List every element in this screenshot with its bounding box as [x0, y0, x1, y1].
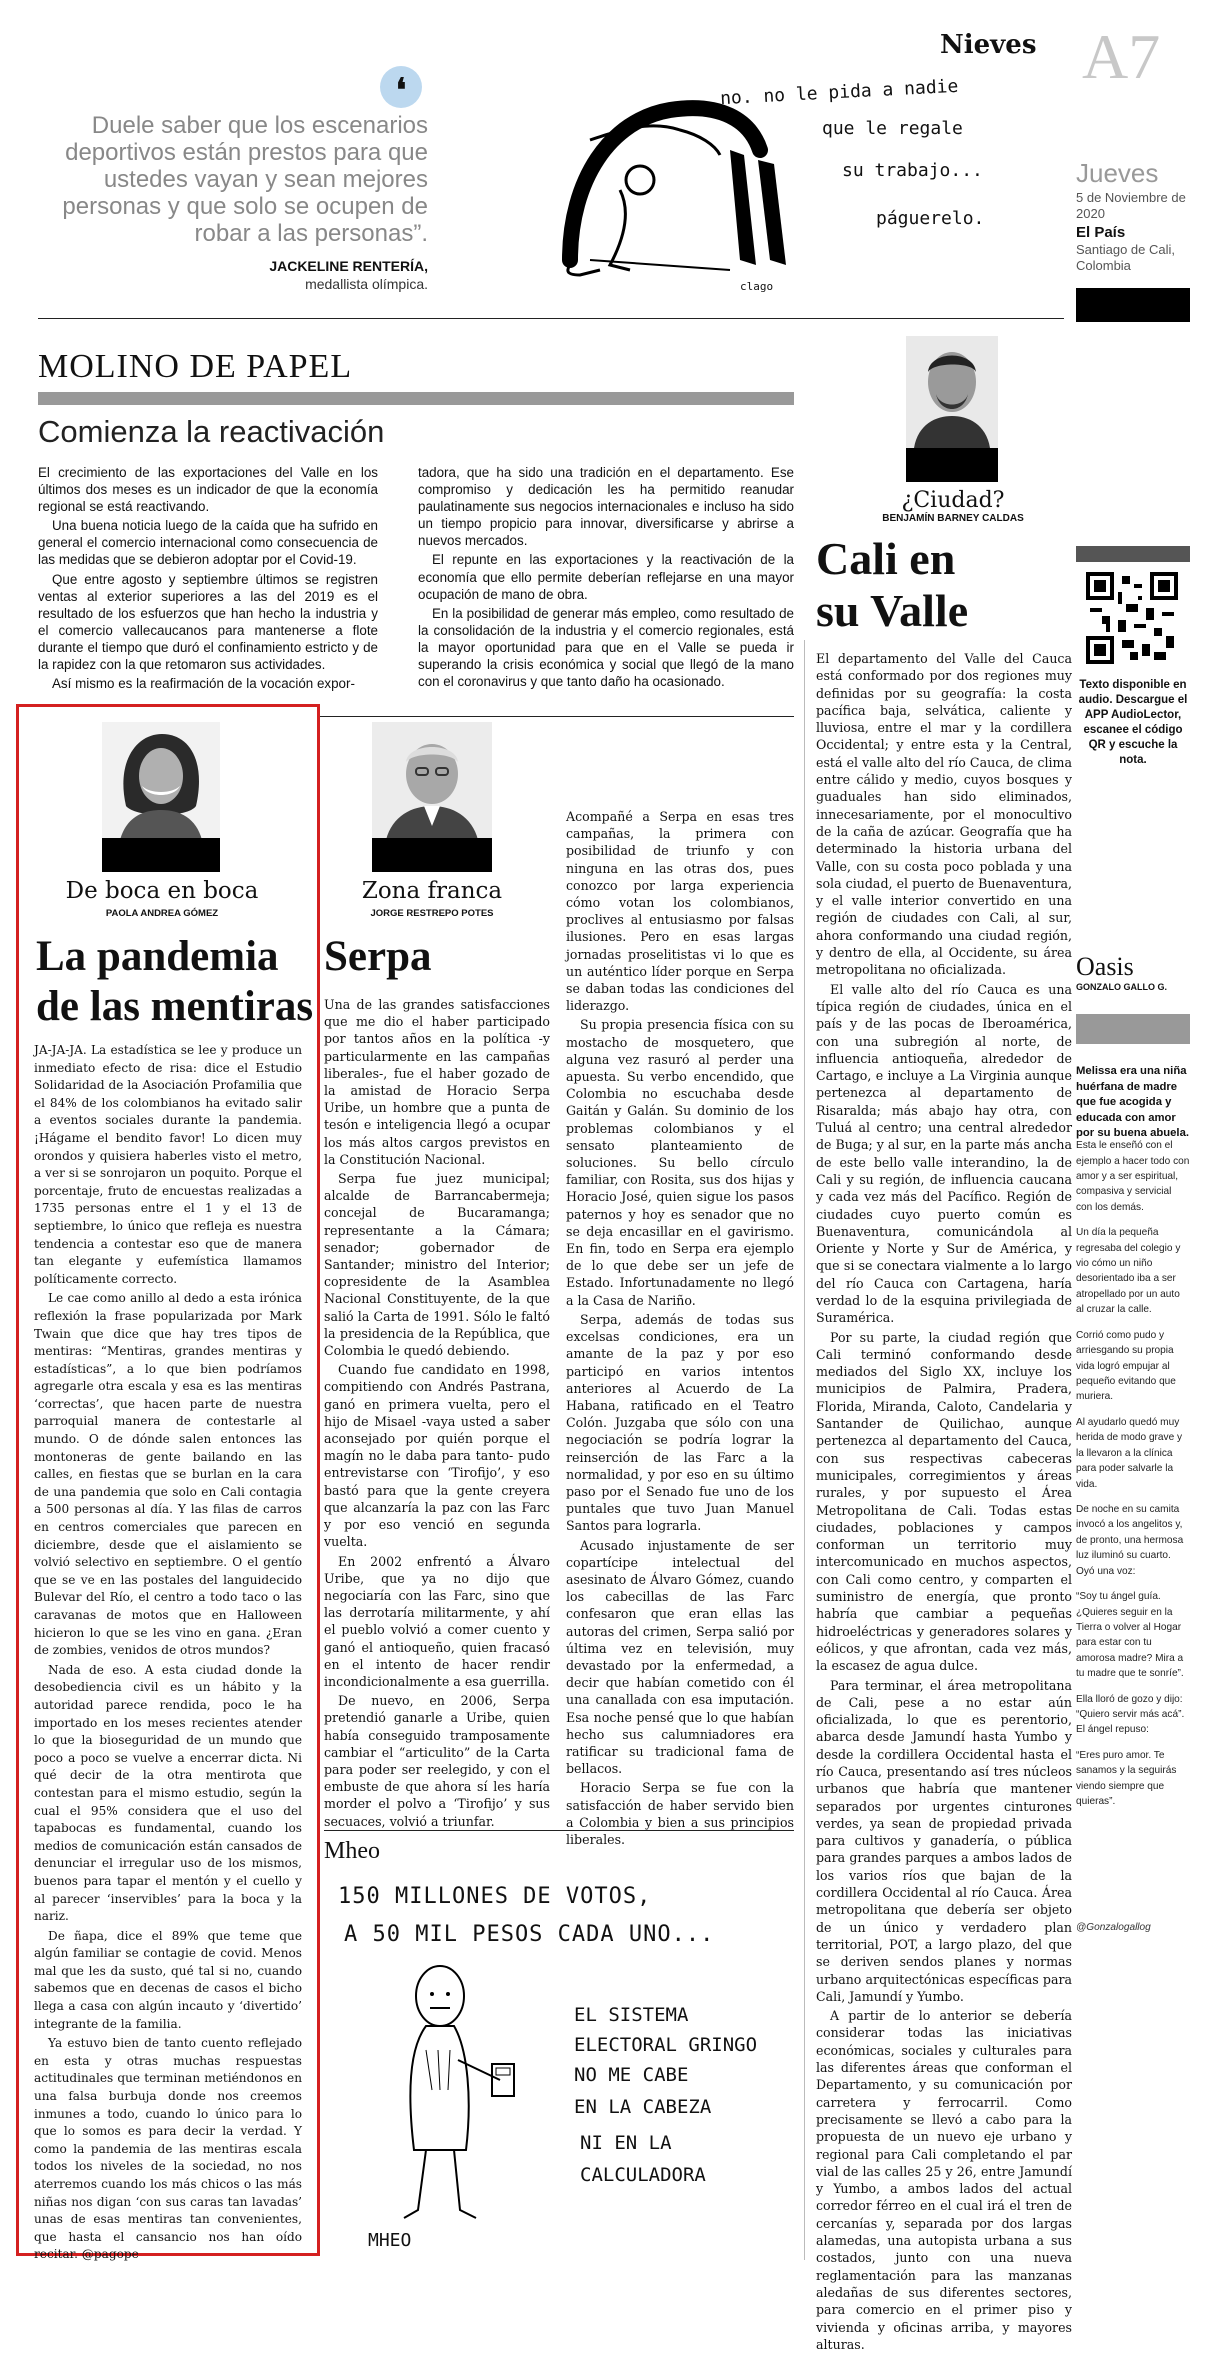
- paragraph: Así mismo es la reafirmación de la vocación expor-: [52, 676, 355, 692]
- header-black-bar: [1076, 288, 1190, 322]
- zona-col1: [324, 996, 550, 1832]
- quote-author: JACKELINE RENTERÍA,: [269, 258, 428, 274]
- paragraph: Serpa fue juez municipal; alcalde de Barrancabermeja; concejal de Bucaramanga; representante a la Cámara; senador; gobernador de Santander; ministro del Interior; copresidente de la Asamblea Nacional Constituyente, de la que salió la Carta de 1991. Sólo le faltó la presidencia de la República, que Colombia le quedó debiendo.: [324, 1171, 550, 1359]
- ciudad-body: [816, 650, 1072, 2355]
- vertical-divider-ciudad: [804, 640, 805, 2260]
- boca-column-name: De boca en boca: [65, 878, 259, 904]
- boca-headline-2: de las mentiras: [36, 983, 314, 1030]
- ciudad-headline-1: Cali en: [816, 533, 956, 584]
- boca-headline-1: La pandemia: [36, 933, 279, 980]
- author-photo-restrepo: [372, 722, 492, 840]
- paragraph: Ella lloró de gozo y dijo: “Quiero servir más acá”. El ángel repuso:: [1076, 1693, 1185, 1736]
- paragraph: Para terminar, el área metropolitana de Cali, pese a no estar aún oficializada, lo que es perentorio, abarca desde Jamundí hasta Yumbo y desde la cordillera Occidental hasta el río Cauca, presentando así tres núcleos urbanos que habría que mantener separados por urgentes cinturones verdes, ya sean de propiedad privada para cultivos y ganadería, o pública para grandes parques a ambos lados de los varios ríos que bajan de la cordillera Occidental al río Cauca. Área metropolitana que debería ser objeto de un único y verdadero plan territorial, POT, a largo plazo, del que se deriven sendos planes y normas urbano arquitectónicas específicas para Cali, Jamundí y Yumbo.: [816, 1677, 1072, 2004]
- qr-code: [1086, 572, 1178, 664]
- author-photo-gomez: [102, 722, 220, 840]
- paragraph: “Soy tu ángel guía. ¿Quieres seguir en la Tierra o volver al Hogar para estar con tu amorosa madre? Mira a tu madre que te sonríe”.: [1076, 1591, 1184, 1680]
- paragraph: Nada de eso. A esta ciudad donde la desobediencia civil es un hábito y la autoridad parece rendida, poco le ha importado en los meses recientes atender lo que la bioseguridad de un mundo que poco a poco se vuelve a encerrar dicta. Ni qué decir de la otra mentirota que contestan para el mismo estudio, según la cual el 95% considera que el uso del tapabocas es fundamental, cuando los medios de comunicación están cansados de denunciar el irregular uso de los mismos, buenos para tapar el mentón y el cuello y al parecer ‘inservibles’ para la boca y la nariz.: [34, 1662, 302, 1924]
- mid-divider: [320, 716, 794, 717]
- paragraph: tadora, que ha sido una tradición en el departamento. Ese compromiso y dedicación les ha permitido reanudar paulatinamente sus negocios internacionales e incluso ha sido un tiempo propicio para innovar, diversificarse y abrirse a nuevos mercados.: [418, 465, 794, 549]
- top-cartoon-signature: clago: [740, 280, 774, 293]
- paragraph: Corrió como pudo y arriesgando su propia vida logró empujar al pequeño evitando que muriera.: [1076, 1329, 1176, 1403]
- boca-body: [34, 1042, 302, 2266]
- qr-audio-text: Texto disponible en audio. Descargue el APP AudioLector, escanee el código QR y escuche la nota.: [1078, 679, 1188, 766]
- mheo-bubble-6: CALCULADORA: [580, 2164, 706, 2186]
- edition-date: 5 de Noviembre de 2020: [1076, 190, 1186, 221]
- mheo-signature: MHEO: [368, 2230, 412, 2251]
- editorial-col2: [418, 464, 794, 692]
- zona-col2: [566, 808, 794, 1850]
- mheo-bubble-1: EL SISTEMA: [574, 2004, 689, 2026]
- paragraph: El repunte en las exportaciones y la reactivación de la economía que ello permite deberían reflejarse en una mayor ocupación de mano de obra.: [418, 552, 794, 602]
- zona-author: JORGE RESTREPO POTES: [370, 908, 494, 919]
- paragraph: En 2002 enfrentó a Álvaro Uribe, que ya no dijo que negociaría con las Farc, sino que las derrotaría militarmente, y ahí el pueblo volvió a comer cuento y ganó el antioqueño, quien fracasó en el intento de hacer rendir incondicionalmente a esa guerrilla.: [324, 1553, 550, 1689]
- editorial-section-title: MOLINO DE PAPEL: [38, 348, 353, 385]
- paragraph: Ya estuvo bien de tanto cuento reflejado en esta y otras muchas respuestas actitudinales que terminan metiéndonos en una falsa burbuja donde nos creemos inmunes a todo, cuando lo único para lo que lo somos es para decir la verdad. Y como la pandemia de las mentiras escala todos los niveles de la sociedad, no nos aterremos cuando los más chicos o las más niñas nos digan ‘con sus caras tan lavadas’ unas de esas mentiras tan convenientes, que hasta el cansancio nos han oído recitar. @pagope: [34, 2036, 302, 2262]
- oasis-lead: Melissa era una niña huérfana de madre que fue acogida y educada con amor por su buena abuela.: [1076, 1065, 1189, 1139]
- editorial-grey-bar: [38, 392, 794, 405]
- paragraph: De nuevo, en 2006, Serpa pretendió ganarle a Uribe, quien había conseguido tramposamente cambiar el “articulito” de la Carta para poder ser reelegido, y con el embuste de que ahora sí les haría morder el polvo a ‘Tirofijo’ y sus secuaces, volvió a triunfar.: [324, 1693, 550, 1829]
- ciudad-black-bar: [906, 448, 998, 482]
- paper-name: El País: [1076, 224, 1126, 241]
- ciudad-headline-2: su Valle: [816, 585, 969, 636]
- edition-day: Jueves: [1076, 158, 1159, 188]
- paragraph: Acusado injustamente de ser copartícipe intelectual del asesinato de Álvaro Gómez, cuando los cabecillas de las Farc confesaron que eran ellas las autoras del crimen, Serpa salió por última vez en televisión, muy devastado por la enfermedad, a decir que habían cometido con él una canallada con esa imputación. Esa noche pensé que lo que habían hecho sus calumniadores era ratificar su tradicional fama de bellacos.: [566, 1537, 794, 1777]
- paragraph: Al ayudarlo quedó muy herida de modo grave y la llevaron a la clínica para poder salvarle la vida.: [1076, 1416, 1183, 1490]
- mheo-title: Mheo: [324, 1838, 380, 1864]
- mheo-caption-1: 150 MILLONES DE VOTOS,: [338, 1884, 652, 1909]
- edition-location: Santiago de Cali, Colombia: [1076, 242, 1176, 273]
- paragraph: El crecimiento de las exportaciones del Valle en los últimos dos meses es un indicador de que la economía regional se está reactivando.: [38, 465, 378, 515]
- mheo-caption-2: A 50 MIL PESOS CADA UNO...: [344, 1922, 715, 1947]
- quote-mark-icon: ❛: [380, 66, 422, 108]
- oasis-body: [1076, 1128, 1190, 1820]
- top-cartoon-line1: no. no le pida a nadie: [719, 75, 959, 110]
- top-divider: [38, 318, 1064, 319]
- top-cartoon-line3: su trabajo...: [842, 160, 983, 181]
- paragraph: “Eres puro amor. Te sanamos y la seguirás viendo siempre que quieras”.: [1076, 1749, 1177, 1808]
- paragraph: Esta le enseñó con el ejemplo a hacer todo con amor y a ser espiritual, compasiva y servicial con los demás.: [1076, 1140, 1190, 1213]
- zona-headline: Serpa: [324, 933, 432, 980]
- mheo-character: [368, 1960, 538, 2230]
- paragraph: JA-JA-JA. La estadística se lee y produce un inmediato efecto de risa: dice el Estudio Solidaridad de la Asociación Profamilia que el 84% de los colombianos ha evitado salir a eventos sociales durante la pandemia. ¡Hágame el bendito favor! Lo dicen muy orondos y quisiera haberles visto el metro, a ver si se sonrojaron un poquito. Porque el porcentaje, fruto de encuestas realizadas a 1735 personas entre el 1 y el 13 de septiembre, lo único que refleja es nuestra tendencia a contestar eso que de manera tan elegante y eufemística llamamos políticamente correcto.: [34, 1043, 302, 1286]
- sidebar-grey-bar-1: [1076, 546, 1190, 562]
- paragraph: Acompañé a Serpa en esas tres campañas, la primera con posibilidad de triunfo y con ninguna en las otras dos, pues conozco por larga experiencia cómo votan los colombianos, proclives al entusiasmo por falsas ilusiones. Pero en esas largas jornadas proselitistas vi lo que es un auténtico líder porque en Serpa se daban todas las condiciones del liderazgo.: [566, 809, 794, 1014]
- paragraph: A partir de lo anterior se debería considerar todas las iniciativas económicas, sociales y culturales para las diferentes áreas que conforman el Departamento, y su comunicación por carretera y ferrocarril. Como precisamente se llevó a cabo para la propuesta de un nuevo eje urbano y regional para Cali completando el par vial de las calles 25 y 26, entre Jamundí y Yumbo, a ambos lados del actual corredor férreo en el cual irá el tren de cercanías y, separada por dos largas alamedas, una autopista urbana a sus costados, junto con una nueva reglamentación para las manzanas aledañas de sus diferentes sectores, para comercio en el primer piso y vivienda y oficinas arriba, y mayores alturas.: [816, 2008, 1072, 2352]
- paragraph: En la posibilidad de generar más empleo, como resultado de la consolidación de la industria y el comercio regionales, está la mayor oportunidad para que en el Valle se pueda ir superando la crisis económica y social que llegó de la mano con el coronavirus y que tanto daño ha ocasionado.: [418, 605, 794, 690]
- mheo-bubble-5: NI EN LA: [580, 2132, 672, 2154]
- paragraph: Un día la pequeña regresaba del colegio y vio cómo un niño desorientado iba a ser atropellado por un auto al cruzar la calle.: [1076, 1227, 1181, 1316]
- quote-author-role: medallista olímpica.: [305, 276, 428, 292]
- boca-author: PAOLA ANDREA GÓMEZ: [105, 908, 219, 919]
- paragraph: Una de las grandes satisfacciones que me dio el haber participado por tantos años en la política -y particularmente en las campañas liberales-, fue el haber gozado de la amistad de Horacio Serpa Uribe, un hombre que a punta de tesón e inteligencia llegó a ocupar los más altos cargos previstos en la Constitución Nacional.: [324, 997, 550, 1167]
- editorial-col1: [38, 464, 378, 694]
- author-photo-barney: [906, 336, 998, 448]
- ciudad-author: BENJAMÍN BARNEY CALDAS: [882, 513, 1024, 524]
- paragraph: Por su parte, la ciudad región que Cali terminó conformando desde mediados del Siglo XX, incluye los municipios de Palmira, Pradera, Florida, Miranda, Caloto, Candelaria y Santander de Quilichao, aunque pertenezca al departamento del Cauca, con sus respectivas cabeceras municipales, corregimientos y áreas rurales, y por supuesto el Área Metropolitana de Cali. Todas estas ciudades, poblaciones y campos conforman un territorio muy intercomunicado en muchos aspectos, con Cali como centro, y comparten el suministro de energía, que pronto habría que cambiar a pequeñas hidroeléctricas y generadores solares y eólicos, y que afrontan, cada vez más, la escasez de agua dulce.: [816, 1329, 1072, 1674]
- boca-black-bar: [102, 838, 220, 872]
- top-cartoon-line2: que le regale: [822, 118, 963, 139]
- editorial-headline: Comienza la reactivación: [38, 414, 385, 449]
- paragraph: Le cae como anillo al dedo a esta irónica reflexión la frase popularizada por Mark Twain que dice que hay tres tipos de mentiras: “Mentiras, grandes mentiras y estadísticas”, a lo que bien podríamos agregarle otra escala y esa es las mentiras ‘correctas’, que hacen parte de nuestra parroquial manera de contestarle al mundo. O de dónde salen entonces las montoneras de gente bailando en las calles, en fiestas que se burlan en la cara de una pandemia que solo en Cali contagia a 500 personas al día. Y las filas de carros en centros comerciales que parecen en diciembre, desde que el aislamiento se volvió selectivo en septiembre. O el gentío que se ve en las postales del languidecido Bulevar del Río, el centro a todo taco o las caravanas de motos que en Halloween hicieron lo que se les vino en gana. ¿Eran de zombies, venidos de otros mundos?: [34, 1291, 302, 1658]
- page-number: A7: [1082, 21, 1161, 92]
- paragraph: El departamento del Valle del Cauca está conformado por dos regiones muy definidas por su geografía: la costa pacífica baja, selvática, caliente y lluviosa, entre el mar y la cordillera Occidental; y entre esta y la Central, está el valle alto del río Cauca, de clima entre cálido y medio, cuyos bosques y guaduales han sido eliminados, innecesariamente, por el monocultivo de la caña de azúcar. Geografía que ha determinado la historia urbana del Valle, con su costa poco poblada y una sola ciudad, el puerto de Buenaventura, y el valle interior convertido en una región de ciudades con Cali, al sur, ahora conformando una ciudad región, y dentro de ella, al Occidente, su área metropolitana no oficializada.: [816, 651, 1072, 978]
- quote-text: Duele saber que los escenarios deportivos están prestos para que ustedes vayan y sean mejores personas y que solo se ocupen de robar a las personas”.: [62, 112, 428, 247]
- section-label: Nieves: [940, 30, 1037, 60]
- mheo-divider: [324, 1830, 794, 1831]
- paragraph: Serpa, además de todas sus excelsas condiciones, era un amante de la paz y por eso participó en varios intentos anteriores al Acuerdo de La Habana, ratificado en el Teatro Colón. Juzgaba que sólo con una negociación se podría lograr la reinserción de las Farc a la normalidad, y por eso en su último paso por el Senado fue uno de los puntales que tuvo Juan Manuel Santos para lograrla.: [566, 1311, 794, 1534]
- zona-column-name: Zona franca: [361, 878, 503, 904]
- mheo-bubble-3: NO ME CABE: [574, 2064, 689, 2086]
- oasis-title: Oasis: [1076, 952, 1134, 981]
- paragraph: Que entre agosto y septiembre últimos se registren ventas al exterior superiores a las del 2019 es el resultado de los esfuerzos que han hecho la industria y el comercio vallecaucanos para mantenerse a flote durante el tiempo que duró el confinamiento estricto y de la rapidez con la que retomaron sus actividades.: [38, 571, 378, 673]
- paragraph: De ñapa, dice el 89% que teme que algún familiar se contagie de covid. Menos mal que les da susto, qué tal si no, cuando sabemos que en decenas de casos el bicho llega a casa con algún incauto y ‘divertido’ integrante de la familia.: [34, 1928, 302, 2031]
- paragraph: El valle alto del río Cauca es una típica región de ciudades, única en el país y de las pocas de Iberoamérica, con una subregión al norte, de influencia antioqueña, alrededor de Cartago, e incluye a La Virginia aunque pertenezca al departamento de Risaralda; más abajo hay otra, con Tuluá al centro; una central alrededor de Buga; y al sur, en la parte más ancha de este bello valle interandino, la de Cali y su región, de influencia caucana y cada vez más del Pacífico. Región de ciudades cuyo puerto común es Buenaventura, comunicándola al Oriente y Norte y Sur de América, y que si se conectara vialmente a lo largo del río Cauca con Cartagena, haría verdad lo de la esquina privilegiada de Suramérica.: [816, 981, 1072, 1326]
- paragraph: Horacio Serpa se fue con la satisfacción de haber servido bien a Colombia y bien a sus principios liberales.: [566, 1780, 794, 1847]
- ciudad-column-name: ¿Ciudad?: [901, 488, 1005, 513]
- paragraph: Su propia presencia física con su mostacho de mosquetero, que alguna vez rasuró al perder una apuesta. Su verbo encendido, que Colombia no escuchaba desde Gaitán y Galán. Su dominio de los problemas colombianos y el sensato planteamiento de soluciones. Su bello círculo familiar, con Rosita, sus dos hijas y Horacio José, quien sigue los pasos paternos y hoy es senador que no se deja encasillar en el gavirismo. En fin, todo en Serpa era ejemplo de lo que debe ser un jefe de Estado. Infortunadamente no llegó a la Casa de Nariño.: [566, 1017, 794, 1308]
- sidebar-grey-bar-2: [1076, 1014, 1190, 1044]
- oasis-handle: @Gonzalogallog: [1076, 1922, 1151, 1933]
- top-cartoon-line4: páguerelo.: [876, 208, 985, 229]
- paragraph: De noche en su camita invocó a los angelitos y, de pronto, una hermosa luz iluminó su cuarto. Oyó una voz:: [1076, 1504, 1184, 1577]
- paragraph: Cuando fue candidato en 1998, compitiendo con Andrés Pastrana, ganó en primera vuelta, pero el hijo de Misael -vaya usted a saber aconsejado por quién porque el magín no le daba para tanto- pudo entrevistarse con ‘Tirofijo’, y eso bastó para que la gente creyera que alcanzaría la paz con las Farc y por eso venció en segunda vuelta.: [324, 1362, 550, 1550]
- oasis-author: GONZALO GALLO G.: [1076, 982, 1167, 992]
- paragraph: Una buena noticia luego de la caída que ha sufrido en general el comercio internacional como consecuencia de las medidas que se debieron adoptar por el Covid-19.: [38, 518, 378, 568]
- mheo-bubble-2: ELECTORAL GRINGO: [574, 2034, 758, 2056]
- zona-black-bar: [372, 838, 492, 872]
- mheo-bubble-4: EN LA CABEZA: [574, 2096, 712, 2118]
